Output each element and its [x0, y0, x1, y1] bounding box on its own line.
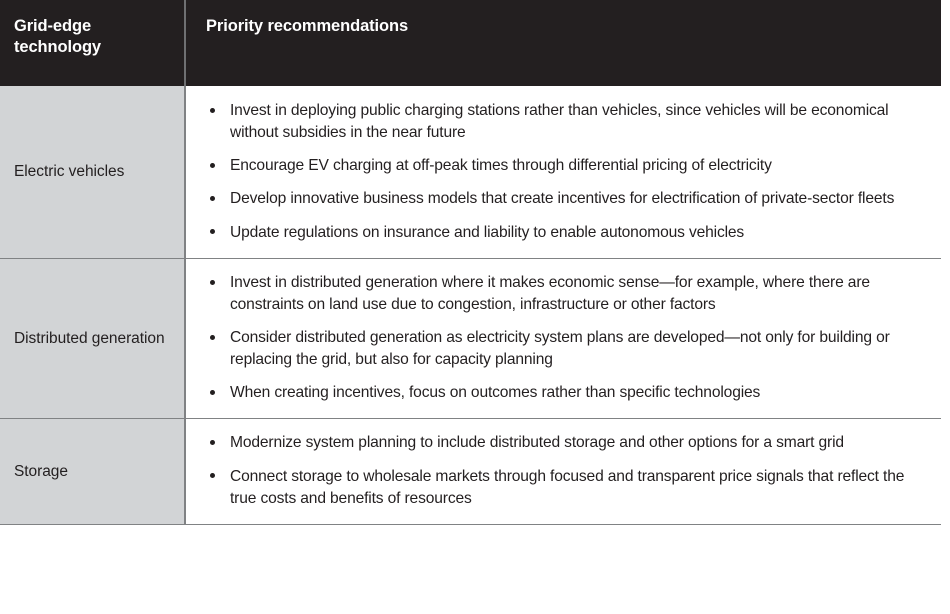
list-item — [206, 466, 925, 510]
bullet-icon — [210, 229, 215, 234]
recommendation-text: Invest in deploying public charging stations rather than vehicles, since vehicles will be economical without subsidies in the near future — [230, 102, 889, 142]
recommendation-text: When creating incentives, focus on outcomes rather than specific technologies — [230, 384, 761, 402]
bullet-icon — [210, 473, 215, 478]
column-header-priority-recommendations: Priority recommendations — [185, 0, 941, 86]
list-item — [206, 188, 925, 210]
list-item — [206, 155, 925, 177]
table-row — [0, 258, 941, 419]
technology-label-distributed-generation: Distributed generation — [0, 258, 185, 419]
recommendations-cell-electric-vehicles — [185, 86, 941, 258]
recommendation-text: Encourage EV charging at off-peak times through differential pricing of electricity — [230, 157, 772, 175]
list-item — [206, 327, 925, 371]
bullet-icon — [210, 108, 215, 113]
recommendation-list — [206, 432, 925, 509]
table-header-row — [0, 0, 941, 86]
recommendation-text: Update regulations on insurance and liability to enable autonomous vehicles — [230, 223, 745, 241]
recommendations-cell-storage — [185, 419, 941, 524]
recommendation-text: Modernize system planning to include distributed storage and other options for a smart grid — [230, 434, 844, 452]
recommendation-text: Consider distributed generation as electricity system plans are developed—not only for building or replacing the grid, but also for capacity planning — [230, 328, 890, 369]
table-row — [0, 86, 941, 258]
recommendation-text: Invest in distributed generation where it makes economic sense—for example, where there are constraints on land use due to congestion, infrastructure or other factors — [230, 273, 870, 313]
recommendation-text: Develop innovative business models that create incentives for electrification of private-sector fleets — [230, 190, 895, 208]
table-row — [0, 419, 941, 524]
column-header-grid-edge-technology: Grid-edge technology — [0, 0, 185, 86]
list-item — [206, 100, 925, 144]
list-item — [206, 272, 925, 316]
list-item — [206, 222, 925, 244]
technology-label-electric-vehicles: Electric vehicles — [0, 86, 185, 258]
list-item — [206, 432, 925, 454]
bullet-icon — [210, 335, 215, 340]
bullet-icon — [210, 390, 215, 395]
table-head — [0, 0, 941, 86]
bullet-icon — [210, 440, 215, 445]
bullet-icon — [210, 280, 215, 285]
list-item — [206, 382, 925, 404]
bullet-icon — [210, 196, 215, 201]
recommendations-cell-distributed-generation — [185, 258, 941, 419]
recommendation-list — [206, 100, 925, 244]
technology-label-storage: Storage — [0, 419, 185, 524]
recommendation-text: Connect storage to wholesale markets through focused and transparent price signals that reflect the true costs and benefits of resources — [230, 467, 905, 507]
bullet-icon — [210, 163, 215, 168]
recommendation-list — [206, 272, 925, 405]
table-body — [0, 86, 941, 524]
